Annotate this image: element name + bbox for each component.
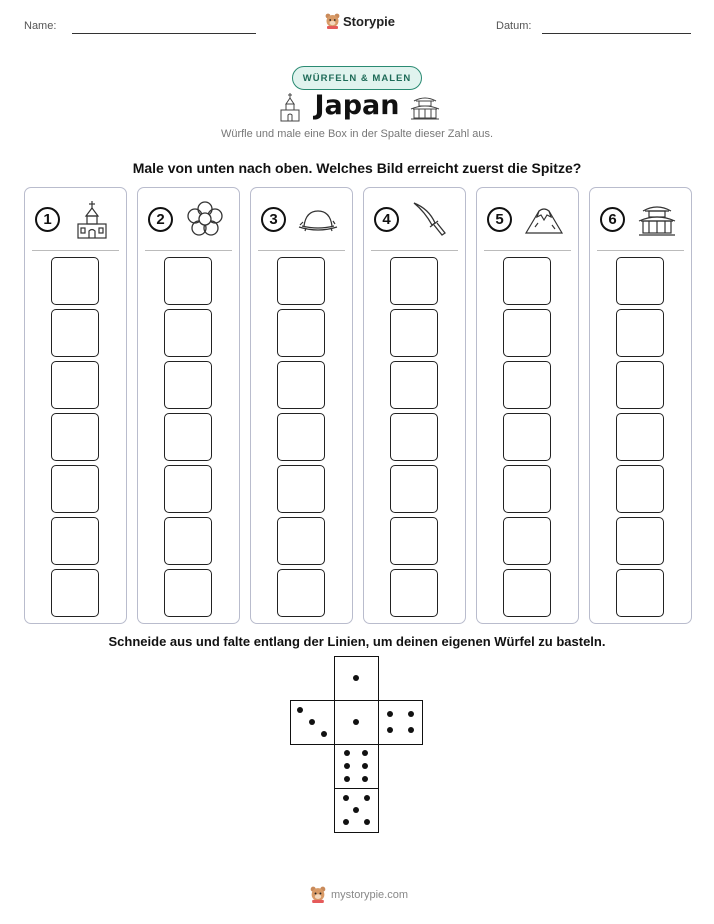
name-label: Name: (24, 20, 57, 32)
coloring-box (164, 465, 212, 513)
coloring-box (390, 413, 438, 461)
temple-icon (410, 94, 440, 120)
name-line (72, 33, 256, 34)
die-pip (364, 795, 370, 801)
subtitle: Würfle und male eine Box in der Spalte dieser Zahl aus. (220, 128, 494, 140)
column-3 (250, 187, 353, 624)
die-face (378, 700, 423, 745)
coloring-box (277, 309, 325, 357)
coloring-box (51, 361, 99, 409)
bear-mascot-icon (310, 886, 326, 903)
coloring-box (277, 361, 325, 409)
column-4 (363, 187, 466, 624)
instruction-heading: Male von unten nach oben. Welches Bild erreicht zuerst die Spitze? (132, 160, 582, 176)
die-face (334, 700, 379, 745)
coloring-box (51, 309, 99, 357)
column-divider (371, 250, 458, 251)
coloring-box (390, 465, 438, 513)
column-divider (484, 250, 571, 251)
church-icon (72, 199, 112, 239)
die-face (334, 656, 379, 701)
column-5 (476, 187, 579, 624)
coloring-box (616, 309, 664, 357)
footer (310, 886, 408, 903)
coloring-box (616, 569, 664, 617)
coloring-box (164, 361, 212, 409)
die-face (334, 744, 379, 789)
column-number: 2 (148, 207, 173, 232)
coloring-box (616, 361, 664, 409)
brand-name: Storypie (343, 13, 396, 29)
die-pip (362, 776, 368, 782)
die-pip (353, 675, 359, 681)
coloring-box (277, 465, 325, 513)
coloring-box (51, 413, 99, 461)
coloring-box (277, 517, 325, 565)
column-number: 6 (600, 207, 625, 232)
die-pip (297, 707, 303, 713)
coloring-box (390, 517, 438, 565)
rice-ball-icon (298, 199, 338, 239)
die-pip (408, 727, 414, 733)
date-label: Datum: (496, 20, 532, 32)
die-pip (344, 750, 350, 756)
bear-mascot-icon (325, 13, 340, 29)
brand-logo (325, 13, 395, 29)
footer-url: mystorypie.com (331, 888, 409, 901)
coloring-box (51, 569, 99, 617)
coloring-box (390, 569, 438, 617)
die-pip (408, 711, 414, 717)
mount-fuji-icon (524, 199, 564, 239)
coloring-box (616, 413, 664, 461)
flower-icon (185, 199, 225, 239)
coloring-box (164, 413, 212, 461)
column-6 (589, 187, 692, 624)
cut-instruction: Schneide aus und falte entlang der Linien, um deinen eigenen Würfel zu basteln. (108, 634, 606, 649)
coloring-box (164, 257, 212, 305)
die-pip (344, 763, 350, 769)
coloring-box (277, 569, 325, 617)
coloring-box (164, 517, 212, 565)
coloring-box (616, 465, 664, 513)
coloring-box (390, 309, 438, 357)
die-pip (353, 807, 359, 813)
coloring-box (277, 413, 325, 461)
die-pip (343, 819, 349, 825)
katana-icon (411, 199, 451, 239)
column-number: 4 (374, 207, 399, 232)
coloring-box (503, 413, 551, 461)
coloring-box (390, 257, 438, 305)
coloring-box (277, 257, 325, 305)
column-divider (258, 250, 345, 251)
coloring-box (164, 569, 212, 617)
die-pip (362, 763, 368, 769)
die-face (334, 788, 379, 833)
die-pip (362, 750, 368, 756)
coloring-box (51, 517, 99, 565)
die-pip (344, 776, 350, 782)
temple-icon (637, 199, 677, 239)
die-pip (364, 819, 370, 825)
coloring-box (503, 517, 551, 565)
coloring-box (390, 361, 438, 409)
column-number: 1 (35, 207, 60, 232)
column-number: 5 (487, 207, 512, 232)
column-divider (597, 250, 684, 251)
column-divider (32, 250, 119, 251)
coloring-box (503, 361, 551, 409)
coloring-box (503, 257, 551, 305)
coloring-box (51, 257, 99, 305)
column-divider (145, 250, 232, 251)
die-pip (387, 727, 393, 733)
die-pip (321, 731, 327, 737)
coloring-box (616, 517, 664, 565)
date-line (542, 33, 691, 34)
activity-badge: WÜRFELN & MALEN (292, 66, 422, 90)
coloring-box (51, 465, 99, 513)
die-pip (309, 719, 315, 725)
die-pip (343, 795, 349, 801)
column-2 (137, 187, 240, 624)
coloring-box (164, 309, 212, 357)
column-1 (24, 187, 127, 624)
page-title: Japan (314, 90, 400, 121)
coloring-box (503, 465, 551, 513)
column-number: 3 (261, 207, 286, 232)
coloring-box (616, 257, 664, 305)
coloring-box (503, 569, 551, 617)
coloring-box (503, 309, 551, 357)
die-pip (387, 711, 393, 717)
die-pip (353, 719, 359, 725)
die-face (290, 700, 335, 745)
